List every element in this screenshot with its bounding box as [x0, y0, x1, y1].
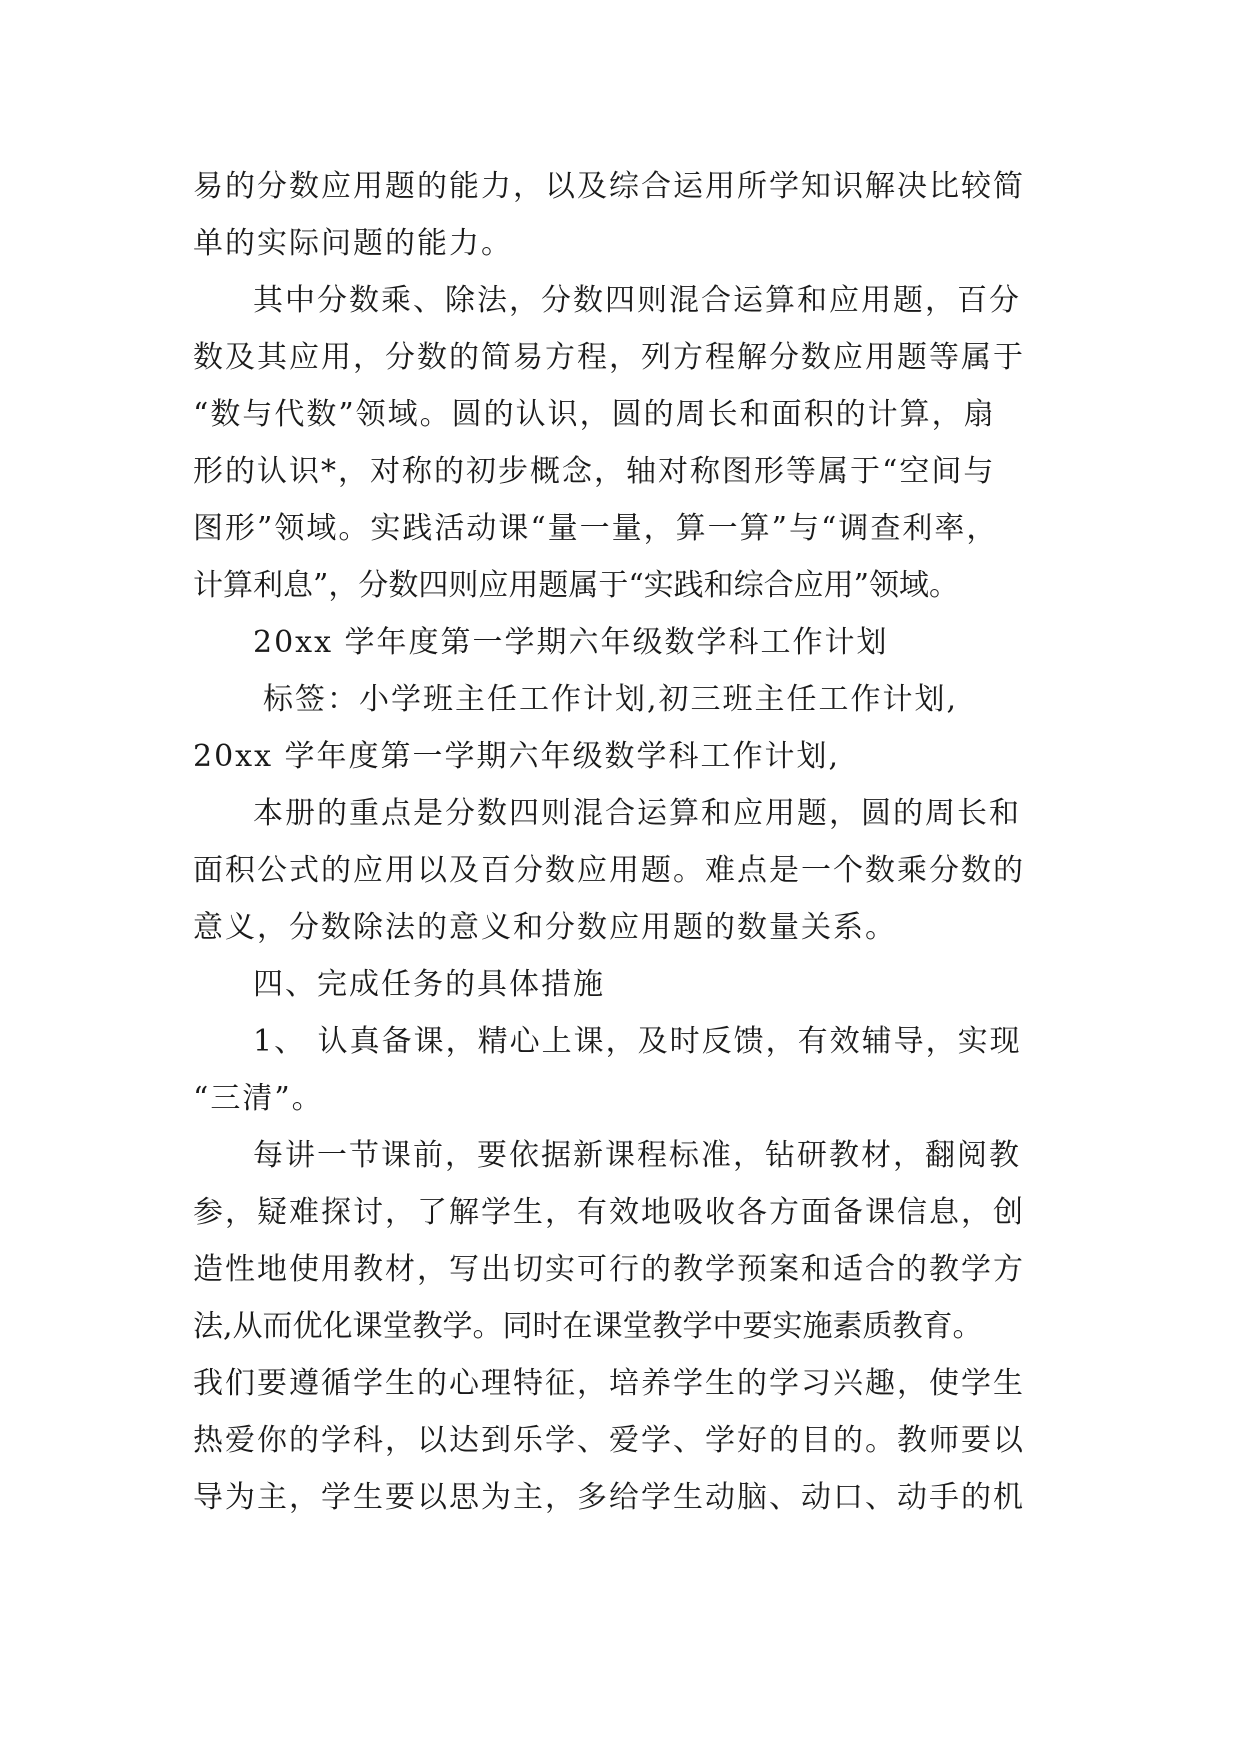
text-line: 数及其应用，分数的简易方程，列方程解分数应用题等属于 [193, 340, 1025, 375]
text-line: 计算利息”，分数四则应用题属于“实践和综合应用”领域。 [193, 568, 960, 603]
text-line: 易的分数应用题的能力，以及综合运用所学知识解决比较简 [193, 169, 1025, 204]
text-line: 意义，分数除法的意义和分数应用题的数量关系。 [193, 910, 897, 945]
paragraph-start-line: 本册的重点是分数四则混合运算和应用题，圆的周长和 [253, 796, 1021, 831]
list-item-heading: 1、 认真备课，精心上课，及时反馈，有效辅导，实现 [253, 1024, 1022, 1059]
document-body [193, 158, 1073, 1526]
text-line: 面积公式的应用以及百分数应用题。难点是一个数乘分数的 [193, 853, 1025, 888]
text-line: 图形”领域。实践活动课“量一量，算一算”与“调查利率， [193, 511, 999, 546]
paragraph-start-line: 其中分数乘、除法，分数四则混合运算和应用题，百分 [253, 283, 1021, 318]
tags-line: 20xx 学年度第一学期六年级数学科工作计划, [193, 739, 841, 774]
text-line: 形的认识*，对称的初步概念，轴对称图形等属于“空间与 [193, 454, 996, 489]
tags-line: 标签：小学班主任工作计划,初三班主任工作计划, [263, 682, 959, 717]
section-heading: 四、完成任务的具体措施 [253, 967, 605, 1002]
text-line: 导为主，学生要以思为主，多给学生动脑、动口、动手的机 [193, 1480, 1025, 1515]
text-line: 单的实际问题的能力。 [193, 226, 513, 261]
section-title: 20xx 学年度第一学期六年级数学科工作计划 [253, 625, 889, 660]
text-line: 造性地使用教材，写出切实可行的教学预案和适合的教学方 [193, 1252, 1025, 1287]
text-line: “数与代数”领域。圆的认识，圆的周长和面积的计算，扇 [193, 397, 996, 432]
text-line: 我们要遵循学生的心理特征，培养学生的学习兴趣，使学生 [193, 1366, 1025, 1401]
text-line: 参，疑难探讨，了解学生，有效地吸收各方面备课信息，创 [193, 1195, 1025, 1230]
paragraph-start-line: 每讲一节课前，要依据新课程标准，钻研教材，翻阅教 [253, 1138, 1021, 1173]
text-line: “三清”。 [193, 1081, 324, 1116]
text-line: 热爱你的学科，以达到乐学、爱学、学好的目的。教师要以 [193, 1423, 1025, 1458]
text-line: 法,从而优化课堂教学。同时在课堂教学中要实施素质教育。 [193, 1309, 983, 1344]
